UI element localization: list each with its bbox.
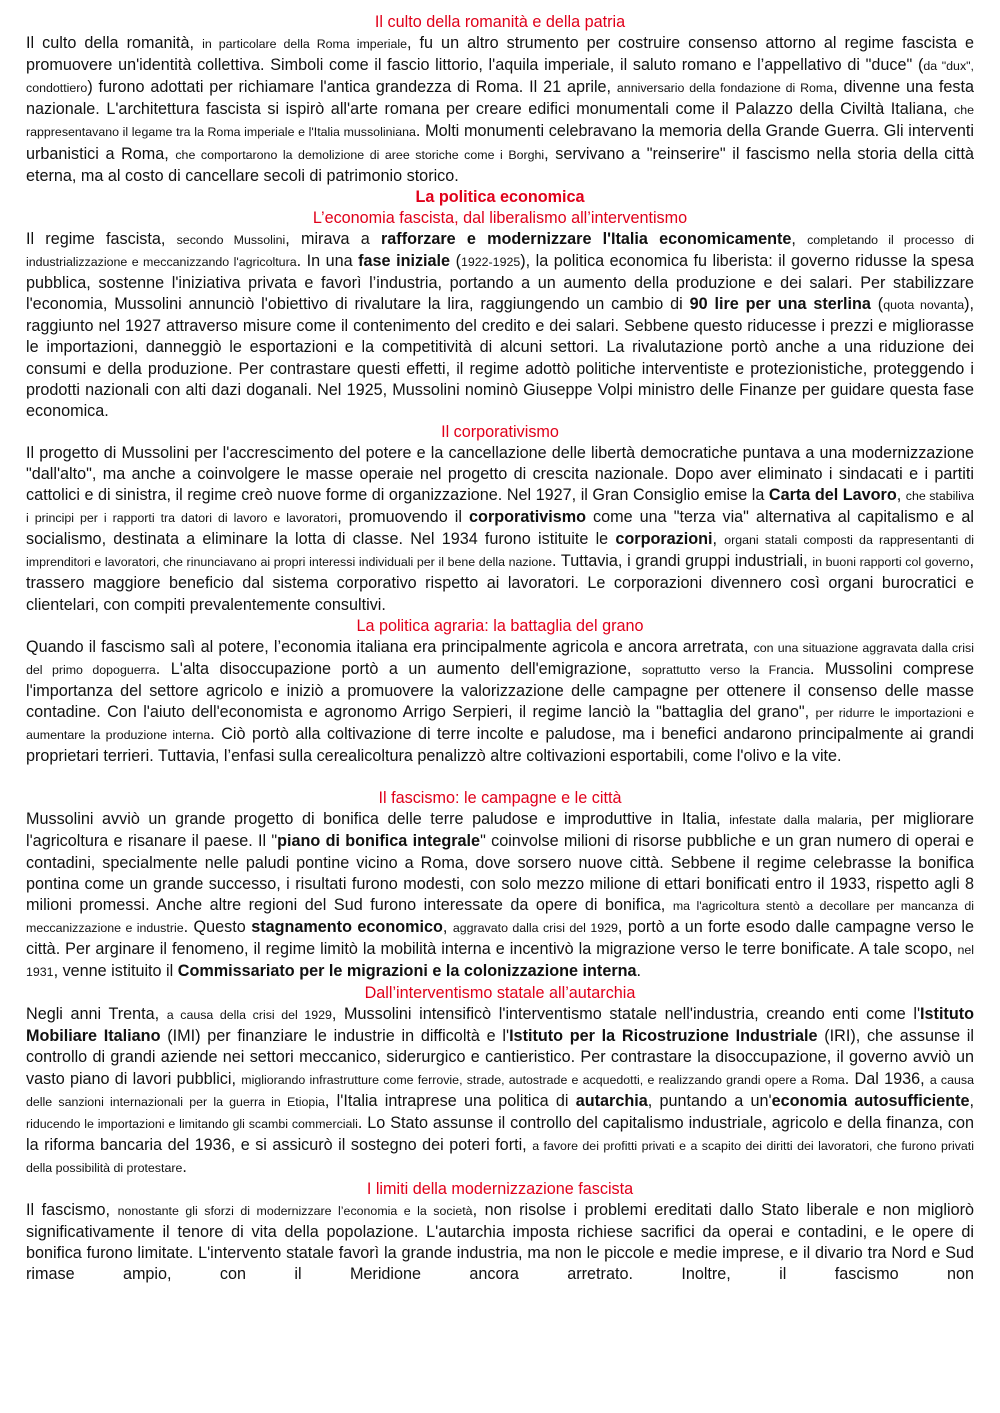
bold-term: Istituto per la Ricostruzione Industriale: [509, 1027, 818, 1046]
text-run: . Mussolini comprese l'importanza del settore agricolo e iniziò a promuovere la valorizzazione delle campagne per ottenere il consenso delle masse contadine. Con l'aiuto dell'economista e agronomo Arrigo Serpieri, il regime lanciò la "battaglia del grano",: [26, 659, 975, 721]
text-run: . Dal 1936,: [844, 1069, 930, 1088]
bold-term: Carta del Lavoro: [768, 486, 897, 505]
text-run: Il progetto di Mussolini per l'accrescimento del potere e la cancellazione delle libertà democratiche puntava a una modernizzazione "dall'alto", ma anche a coinvolgere le masse operaie nel progetto di crescita nazionale. Dopo aver eliminato i sindacati e i partiti cattolici e di sinistra, il regime creò nuove forme di organizzazione. Nel 1927, il Gran Consiglio emise la: [26, 443, 974, 505]
small-note: migliorando infrastrutture come ferrovie, strade, autostrade e acquedotti, e realizzando grandi opere a Roma: [241, 1072, 845, 1087]
bold-term: Istituto Mobiliare Italiano: [26, 1005, 974, 1046]
small-note: a causa della crisi del 1929: [166, 1008, 332, 1023]
bold-term: stagnamento economico: [251, 917, 443, 936]
text-run: Il culto della romanità,: [26, 34, 203, 53]
small-note: 1922-1925: [460, 255, 521, 270]
small-note: nonostante gli sforzi di modernizzare l’economia e la società: [117, 1204, 473, 1219]
small-note: ma l'agricoltura stentò a decollare per mancanza di meccanizzazione e industrie: [26, 898, 974, 935]
text-run: (: [450, 252, 461, 271]
text-run: " coinvolse milioni di risorse pubbliche e un gran numero di operai e contadini, specialmente nelle paludi pontine vicino a Roma, dove sorsero nuove città. Sebbene il regime celebrasse la bonifica pontina come un grande successo, i risultati furono modesti, con solo mezzo milione di ettari bonificati entro il 1933, rispetto agli 8 milioni promessi. Anche altre regioni del Sud furono interessate da opere di bonifica,: [26, 832, 974, 914]
text-run: .: [182, 1157, 187, 1176]
text-run: Il regime fascista,: [26, 229, 177, 248]
small-note: organi statali composti da rappresentanti di imprenditori e lavoratori, che rinunciavano ai propri interessi individuali per il bene della nazione: [26, 533, 974, 570]
text-run: Il fascismo,: [26, 1201, 118, 1220]
text-run: (: [870, 295, 884, 314]
small-note: con una situazione aggravata dalla crisi del primo dopoguerra: [26, 640, 974, 677]
text-run: , fu un altro strumento per costruire consenso attorno al regime fascista e promuovere un'identità collettiva. Simboli come il fascio littorio, l'aquila imperiale, il saluto romano e l’appellativo di "duce" (: [26, 34, 974, 75]
text-run: ,: [712, 530, 725, 549]
small-note: aggravato dalla crisi del 1929: [452, 920, 618, 935]
small-note: quota novanta: [883, 298, 965, 313]
text-run: , l'Italia intraprese una politica di: [324, 1091, 576, 1110]
text-run: . Lo Stato assunse il controllo del capitalismo industriale, agricolo e della finanza, con la riforma bancaria del 1936, e si assicurò il sostegno dei poteri forti,: [26, 1113, 974, 1154]
small-note: infestate dalla malaria: [729, 813, 858, 828]
section-paragraph: [26, 809, 974, 983]
text-run: . Molti monumenti celebravano la memoria della Grande Guerra. Gli interventi urbanistici a Roma,: [26, 122, 974, 163]
small-note: da "dux", condottiero: [26, 59, 974, 96]
section-heading: Dall’interventismo statale all’autarchia: [364, 984, 636, 1003]
small-note: nel 1931: [26, 942, 974, 980]
text-run: Mussolini avviò un grande progetto di bonifica delle terre paludose e improduttive in Italia,: [26, 810, 730, 829]
text-run: . Questo: [183, 917, 252, 936]
section-heading: I limiti della modernizzazione fascista: [366, 1179, 634, 1198]
section-paragraph: [26, 33, 974, 187]
small-note: riducendo le importazioni e limitando gli scambi commerciali: [26, 1116, 358, 1131]
text-run: ), raggiunto nel 1927 attraverso misure come il contenimento del credito e dei salari. Sebbene questo riducesse i prezzi e migliorasse le importazioni, danneggiò le esportazioni e la competitività di alcuni settori. La rivalutazione portò anche a una riduzione dei consumi e della produzione. Per contrastare questi effetti, il regime adottò politiche interventiste e protezionistiche, proteggendo i prodotti nazionali con alti dazi doganali. Nel 1925, Mussolini nominò Giuseppe Volpi ministro delle Finanze per guidare questa fase economica.: [26, 295, 975, 420]
text-run: ,: [791, 229, 808, 248]
small-note: che comportarono la demolizione di aree storiche come i Borghi: [175, 147, 545, 162]
text-run: , per migliorare l'agricoltura e risanare il paese. Il ": [26, 810, 975, 851]
text-run: Negli anni Trenta,: [26, 1005, 167, 1024]
small-note: in particolare della Roma imperiale: [202, 37, 407, 52]
text-run: . In una: [296, 252, 359, 271]
small-note: soprattutto verso la Francia: [641, 662, 810, 677]
text-run: ), la politica economica fu liberista: il governo ridusse la spesa pubblica, sostenne l'iniziativa privata e favorì l’industria, portando a un aumento della produzione e dei salari. Per stabilizzare l'economia, Mussolini annunciò l'obiettivo di rivalutare la lira, raggiungendo un cambio di: [26, 252, 975, 314]
small-note: a favore dei profitti privati e a scapito dei diritti dei lavoratori, che furono privati della possibilità di protestare: [26, 1138, 974, 1175]
section-heading: L’economia fascista, dal liberalismo all’interventismo: [312, 208, 688, 227]
section-paragraph: [26, 1200, 974, 1285]
bold-term: autarchia: [575, 1091, 648, 1110]
section-paragraph: [26, 443, 974, 616]
text-run: ,: [969, 1091, 975, 1110]
section-heading: La politica agraria: la battaglia del grano: [356, 616, 644, 635]
text-run: , puntando a un': [647, 1091, 772, 1110]
section-paragraph: [26, 637, 974, 768]
text-run: .: [636, 962, 642, 981]
small-note: che rappresentavano il legame tra la Roma imperiale e l'Italia mussoliniana: [26, 103, 974, 140]
section-heading: Il fascismo: le campagne e le città: [378, 789, 622, 808]
text-run: . Tuttavia, i grandi gruppi industriali,: [552, 552, 813, 571]
text-run: , trassero maggiore beneficio dal sistema corporativo rispetto ai lavoratori. Le corporazioni divennero così organi burocratici e clientelari, con compiti prevalentemente consultivi.: [26, 552, 975, 614]
text-run: , mirava a: [285, 229, 381, 248]
small-note: a causa delle sanzioni internazionali per la guerra in Etiopia: [26, 1072, 974, 1109]
text-run: ) furono adottati per richiamare l'antica grandezza di Roma. Il 21 aprile,: [87, 78, 617, 97]
bold-term: fase iniziale: [358, 252, 451, 271]
text-run: , divenne una festa nazionale. L'architettura fascista si ispirò all'arte romana per creare edifici monumentali come il Palazzo della Civiltà Italiana,: [26, 78, 975, 119]
section-heading: Il corporativismo: [441, 422, 559, 441]
text-run: ,: [442, 917, 453, 936]
small-note: anniversario della fondazione di Roma: [616, 81, 834, 96]
text-run: , promuovendo il: [337, 508, 470, 527]
section-paragraph: [26, 229, 974, 422]
text-run: , Mussolini intensificò l'interventismo statale nell'industria, creando enti come l': [331, 1005, 921, 1024]
section-heading: La politica economica: [415, 187, 585, 206]
small-note: per ridurre le importazioni e aumentare la produzione interna: [26, 706, 974, 743]
text-run: ,: [896, 486, 906, 505]
text-run: , servivano a "reinserire" il fascismo nella storia della città eterna, ma al costo di cancellare secoli di patrimonio storico.: [26, 144, 974, 185]
small-note: che stabiliva i principi per i rapporti tra datori di lavoro e lavoratori: [26, 489, 974, 526]
bold-term: Commissariato per le migrazioni e la colonizzazione interna: [177, 962, 637, 981]
text-run: (IRI), che assunse il controllo di grandi aziende nei settori meccanico, siderurgico e cantieristico. Per contrastare la disoccupazione, il governo avviò un vasto piano di lavori pubblici,: [26, 1027, 974, 1088]
text-run: , venne istituito il: [53, 962, 178, 981]
text-run: , portò a un forte esodo dalle campagne verso le città. Per arginare il fenomeno, il regime limitò la mobilità interna e incentivò la migrazione verso le terre bonificate. A tale scopo,: [26, 917, 974, 958]
text-run: Quando il fascismo salì al potere, l’economia italiana era principalmente agricola e ancora arretrata,: [26, 637, 754, 656]
section-heading: Il culto della romanità e della patria: [374, 13, 626, 31]
small-note: completando il processo di industrializzazione e meccanizzando l'agricoltura: [26, 232, 974, 270]
small-note: secondo Mussolini: [176, 232, 286, 247]
bold-term: rafforzare e modernizzare l'Italia economicamente: [381, 229, 792, 248]
bold-term: economia autosufficiente: [771, 1091, 970, 1110]
text-run: . Ciò portò alla coltivazione di terre incolte e paludose, ma i benefici andarono principalmente ai grandi proprietari terrieri. Tuttavia, l’enfasi sulla cerealicoltura penalizzò altre coltivazioni esportabili, come l'olivo e la vite.: [26, 725, 975, 766]
bold-term: corporativismo: [469, 508, 586, 527]
bold-term: piano di bonifica integrale: [277, 832, 481, 851]
small-note: in buoni rapporti col governo: [812, 555, 970, 570]
text-run: come una "terza via" alternativa al capitalismo e al socialismo, destinata a eliminare la lotta di classe. Nel 1934 furono istituite le: [26, 508, 974, 549]
text-run: . L'alta disoccupazione portò a un aumento dell'emigrazione,: [155, 659, 642, 678]
text-run: , non risolse i problemi ereditati dallo Stato liberale e non migliorò significativamente il tenore di vita della popolazione. L'autarchia imposta richiese sacrifici da operai e contadini, e le opere di bonifica furono limitate. L'intervento statale favorì la grande industria, ma non le piccole e medie imprese, e il divario tra Nord e Sud rimase ampio, con il Meridione ancora arretrato. Inoltre, il fascismo non: [26, 1201, 975, 1284]
blank-line: [26, 767, 974, 788]
bold-term: 90 lire per una sterlina: [689, 295, 871, 314]
text-run: (IMI) per finanziare le industrie in difficoltà e l': [160, 1027, 510, 1046]
bold-term: corporazioni: [615, 530, 713, 549]
section-paragraph: [26, 1004, 974, 1179]
